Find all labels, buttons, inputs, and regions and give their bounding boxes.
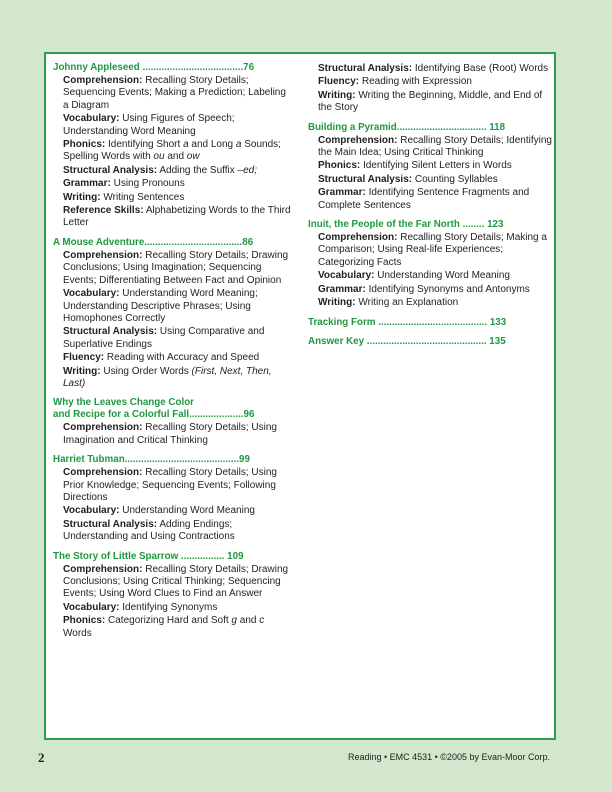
skill-text: (First, Next, Then, Last) <box>63 365 272 389</box>
toc-entry <box>53 454 293 543</box>
right-column <box>308 62 552 355</box>
skill-text: Counting Syllables <box>412 173 498 185</box>
skill-text: Using Pronouns <box>110 178 185 190</box>
skill-text: g <box>231 615 237 627</box>
entry-title <box>53 62 293 74</box>
skill-text: Identifying Synonyms <box>119 601 218 613</box>
skill-line <box>53 250 293 287</box>
toc-entry <box>53 551 293 640</box>
entry-title-line: and Recipe for a Colorful Fall....................96 <box>53 409 255 421</box>
skill-line <box>308 174 552 186</box>
toc-entry <box>308 317 552 329</box>
entry-title-line: Harriet Tubman..........................................99 <box>53 454 250 466</box>
toc-entry <box>53 237 293 390</box>
skill-text: Recalling Story Details; Using Imagination and Critical Thinking <box>63 422 277 446</box>
skill-text: ow <box>186 151 200 163</box>
skill-text: ou <box>153 151 165 163</box>
skill-label: Writing: <box>318 89 356 101</box>
skill-text: a <box>235 139 242 151</box>
contents-panel <box>44 52 556 740</box>
skill-line <box>53 165 293 177</box>
skill-label: Grammar: <box>318 187 366 199</box>
skill-text: Using Figures of Speech; Understanding Word Meaning <box>63 113 235 137</box>
skill-label: Comprehension: <box>63 75 143 86</box>
skill-text: Reading with Accuracy and Speed <box>104 352 260 364</box>
skill-label: Structural Analysis: <box>318 173 413 185</box>
skill-text: Reading with Expression <box>359 76 472 88</box>
skill-label: Writing: <box>318 297 356 309</box>
skill-text: and Long <box>188 139 236 151</box>
skill-label: Comprehension: <box>63 467 143 479</box>
skill-line <box>53 519 293 544</box>
skill-text: Identifying Silent Letters in Words <box>360 160 512 172</box>
skill-line <box>53 467 293 504</box>
skill-label: Structural Analysis: <box>63 164 158 176</box>
skill-label: Fluency: <box>318 76 360 88</box>
page-footer <box>0 750 612 766</box>
skill-line <box>308 187 552 212</box>
skill-text: Alphabetizing Words to the Third Letter <box>63 205 291 229</box>
skill-line <box>308 90 552 115</box>
skill-label: Vocabulary: <box>63 113 120 125</box>
skill-line <box>53 75 293 112</box>
entry-title <box>53 454 293 466</box>
entry-title <box>308 336 552 348</box>
page-number: 2 <box>38 750 45 765</box>
entry-title-line: A Mouse Adventure....................................86 <box>53 236 254 248</box>
entry-title <box>308 219 552 231</box>
entry-title <box>308 122 552 134</box>
skill-label: Writing: <box>63 365 101 377</box>
skill-line <box>308 135 552 160</box>
skill-label: Phonics: <box>63 139 106 151</box>
skill-text: Categorizing Hard and Soft <box>105 615 232 627</box>
skill-text: Understanding Word Meaning <box>119 505 255 517</box>
skill-text: Adding Endings; Understanding and Using Contractions <box>63 518 235 543</box>
entry-title-line: Building a Pyramid................................. 118 <box>308 121 506 133</box>
skill-line <box>308 160 552 172</box>
skill-line <box>53 352 293 364</box>
skill-line <box>308 63 552 75</box>
entry-title-line: Johnny Appleseed .....................................76 <box>53 62 255 73</box>
skill-line <box>53 505 293 517</box>
skill-label: Structural Analysis: <box>318 63 413 74</box>
skill-text: Recalling Story Details; Sequencing Events; Making a Prediction; Labeling a Diagram <box>63 75 286 111</box>
skill-label: Writing: <box>63 191 101 203</box>
skill-text: and <box>236 615 260 627</box>
skill-label: Vocabulary: <box>63 601 120 613</box>
skill-text: Recalling Story Details; Making a Comparison; Using Real-life Experiences; Categorizing Facts <box>318 232 547 268</box>
skill-label: Vocabulary: <box>318 270 375 282</box>
skill-line <box>308 270 552 282</box>
skill-label: Comprehension: <box>318 134 398 146</box>
skill-text: –ed; <box>237 164 258 176</box>
entry-title-line: The Story of Little Sparrow ................ 109 <box>53 550 244 562</box>
skill-text: and <box>164 151 187 163</box>
skill-line <box>53 602 293 614</box>
entry-title-line: Inuit, the People of the Far North ........ 123 <box>308 219 504 231</box>
skill-text: Writing an Explanation <box>355 297 459 309</box>
left-column <box>53 62 293 647</box>
skill-text: c <box>259 615 265 627</box>
skill-text: a <box>183 139 189 151</box>
skill-text: Using Comparative and Superlative Endings <box>63 326 265 350</box>
skill-label: Comprehension: <box>63 563 143 575</box>
skill-line <box>53 564 293 601</box>
skill-line <box>308 232 552 269</box>
toc-entry <box>308 63 552 115</box>
skill-text: Recalling Story Details; Using Prior Knowledge; Sequencing Events; Following Directions <box>63 467 277 503</box>
skill-label: Vocabulary: <box>63 288 120 300</box>
entry-title-line: Answer Key ............................................ 135 <box>308 335 506 347</box>
skill-text: Identifying Short <box>105 139 184 151</box>
skill-text: Words <box>63 627 92 639</box>
entry-title <box>308 317 552 329</box>
entry-title-line: Tracking Form ........................................ 133 <box>308 316 507 328</box>
skill-label: Comprehension: <box>318 232 398 244</box>
skill-label: Vocabulary: <box>63 505 120 517</box>
skill-label: Fluency: <box>63 352 105 364</box>
skill-label: Structural Analysis: <box>63 326 158 338</box>
skill-label: Structural Analysis: <box>63 518 158 530</box>
skill-line <box>53 139 293 164</box>
skill-line <box>53 192 293 204</box>
skill-line <box>53 326 293 351</box>
toc-entry <box>53 62 293 230</box>
skill-text: Recalling Story Details; Identifying the Main Idea; Using Critical Thinking <box>318 134 552 159</box>
toc-entry <box>308 122 552 212</box>
skill-line <box>308 297 552 309</box>
skill-label: Comprehension: <box>63 422 143 434</box>
skill-text: Identifying Base (Root) Words <box>412 63 549 74</box>
skill-line <box>53 366 293 391</box>
skill-line <box>53 422 293 447</box>
skill-text: Recalling Story Details; Drawing Conclusions; Using Imagination; Sequencing Events; Differentiating Between Fact and Opinion <box>63 249 289 286</box>
skill-line <box>53 113 293 138</box>
skill-label: Grammar: <box>63 178 111 190</box>
skill-label: Grammar: <box>318 283 366 295</box>
skill-text: Identifying Synonyms and Antonyms <box>365 283 530 295</box>
toc-entry <box>308 219 552 309</box>
skill-line <box>53 288 293 325</box>
skill-text: Using Order Words <box>100 365 192 377</box>
toc-entry <box>53 397 293 447</box>
skill-label: Comprehension: <box>63 249 143 261</box>
footer-credit: Reading • EMC 4531 • ©2005 by Evan-Moor Corp. <box>347 752 550 762</box>
entry-title <box>53 237 293 249</box>
skill-line <box>53 615 293 640</box>
skill-label: Reference Skills: <box>63 205 144 217</box>
skill-text: Adding the Suffix <box>157 164 238 176</box>
skill-text: Writing Sentences <box>100 191 185 203</box>
skill-line <box>308 76 552 88</box>
skill-label: Phonics: <box>318 160 361 172</box>
skill-text: Sounds; Spelling Words with <box>63 139 281 163</box>
skill-text: Understanding Word Meaning; Understanding Descriptive Phrases; Using Homophones Correctly <box>63 288 258 324</box>
skill-label: Phonics: <box>63 615 106 627</box>
skill-text: Understanding Word Meaning <box>374 270 510 282</box>
toc-entry <box>308 336 552 348</box>
skill-line <box>53 178 293 190</box>
skill-text: Identifying Sentence Fragments and Complete Sentences <box>318 187 530 211</box>
skill-line <box>308 284 552 296</box>
entry-title <box>53 397 293 421</box>
skill-line <box>53 205 293 230</box>
skill-text: Writing the Beginning, Middle, and End of the Story <box>318 89 543 114</box>
entry-title-line: Why the Leaves Change Color <box>53 397 194 409</box>
entry-title <box>53 551 293 563</box>
skill-text: Recalling Story Details; Drawing Conclusions; Using Critical Thinking; Sequencing Events; Using Word Clues to Find an Answer <box>63 563 289 600</box>
